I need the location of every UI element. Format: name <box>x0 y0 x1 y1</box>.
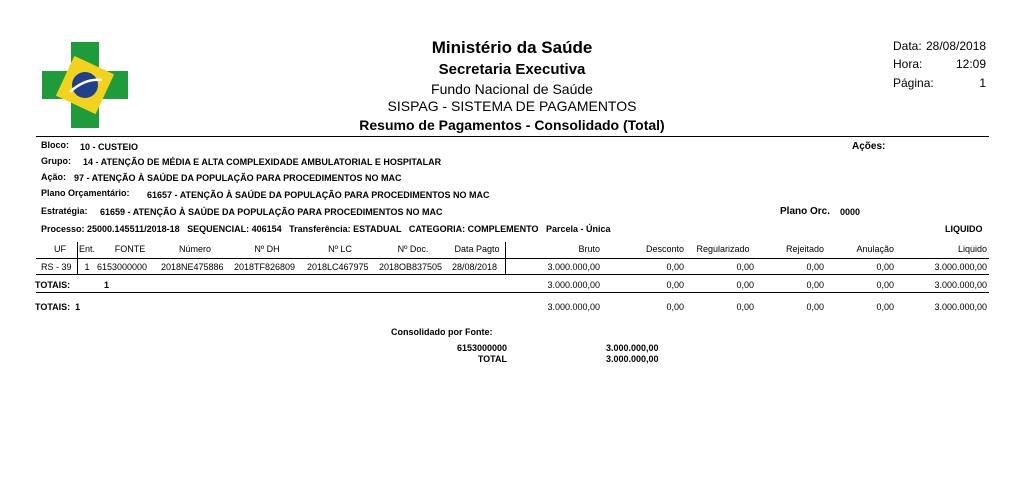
col-bruto: Bruto <box>578 244 600 254</box>
col-separator <box>77 242 78 274</box>
consolidado-fonte-value: 3.000.000,00 <box>606 343 659 353</box>
table-row-divider <box>36 274 989 275</box>
estrategia-value: 61659 - ATENÇÃO À SAÚDE DA POPULAÇÃO PARA PROCEDIMENTOS NO MAC <box>100 207 443 217</box>
cell-data-pagto: 28/08/2018 <box>452 262 498 272</box>
cell-fonte: 6153000000 <box>97 262 148 272</box>
cell-liquido: 3.000.000,00 <box>934 262 987 272</box>
table-header-divider <box>36 258 989 259</box>
processo-line: Processo: 25000.145511/2018-18 SEQUENCIAL: 406154 Transferência: ESTADUAL CATEGORIA: COMPLEMENTO Parcela - Única <box>41 224 611 234</box>
plano-orc-value: 0000 <box>840 207 861 217</box>
cell-ndoc: 2018OB837505 <box>379 262 443 272</box>
col-ndh: Nº DH <box>254 244 280 254</box>
cell-rejeitado: 0,00 <box>806 262 824 272</box>
grupo-label: Grupo: <box>41 156 71 166</box>
acao-value: 97 - ATENÇÃO À SAÚDE DA POPULAÇÃO PARA PROCEDIMENTOS NO MAC <box>74 173 402 183</box>
estrategia-label: Estratégia: <box>41 206 88 216</box>
col-uf: UF <box>54 244 66 254</box>
ministry-title: Ministério da Saúde <box>431 38 593 57</box>
report-title: Resumo de Pagamentos - Consolidado (Total) <box>359 117 665 133</box>
cell-ndh: 2018TF826809 <box>234 262 296 272</box>
totals-rejeitado: 0,00 <box>806 280 824 290</box>
liquido-header-label: LIQUIDO <box>945 224 983 234</box>
cell-nlc: 2018LC467975 <box>307 262 369 272</box>
grand-totals-liquido: 3.000.000,00 <box>934 302 987 312</box>
cell-anulacao: 0,00 <box>876 262 894 272</box>
consolidado-total-label: TOTAL <box>477 354 507 364</box>
grupo-value: 14 - ATENÇÃO DE MÉDIA E ALTA COMPLEXIDADE AMBULATORIAL E HOSPITALAR <box>83 157 442 167</box>
col-numero: Número <box>178 244 211 254</box>
secretariat-title: Secretaria Executiva <box>438 61 586 78</box>
totals-regularizado: 0,00 <box>736 280 754 290</box>
col-separator <box>505 242 506 274</box>
plano-orcamentario-label: Plano Orçamentário: <box>41 188 130 198</box>
grand-totals-desconto: 0,00 <box>666 302 684 312</box>
header-divider <box>36 136 989 137</box>
col-rejeitado: Rejeitado <box>785 244 824 254</box>
col-data-pagto: Data Pagto <box>454 244 500 254</box>
time-label: Hora: <box>893 57 923 71</box>
col-regularizado: Regularizado <box>696 244 750 254</box>
consolidado-total-value: 3.000.000,00 <box>606 354 659 364</box>
totals-count: 1 <box>104 280 110 290</box>
date-label: Data: <box>893 39 922 53</box>
col-fonte: FONTE <box>114 244 146 254</box>
totals-divider <box>36 292 989 293</box>
cell-bruto: 3.000.000,00 <box>547 262 600 272</box>
consolidado-fonte: 6153000000 <box>456 343 507 353</box>
col-anulacao: Anulação <box>856 244 894 254</box>
grand-totals-regularizado: 0,00 <box>736 302 754 312</box>
page-label: Página: <box>893 76 934 90</box>
grand-totals-bruto: 3.000.000,00 <box>547 302 600 312</box>
col-liquido: Liquido <box>957 244 987 254</box>
consolidado-title: Consolidado por Fonte: <box>391 327 493 337</box>
plano-orcamentario-value: 61657 - ATENÇÃO À SAÚDE DA POPULAÇÃO PARA PROCEDIMENTOS NO MAC <box>147 190 490 200</box>
grand-totals-rejeitado: 0,00 <box>806 302 824 312</box>
acao-label: Ação: <box>41 172 67 182</box>
col-desconto: Desconto <box>645 244 684 254</box>
col-ent: Ent. <box>78 244 95 254</box>
totals-label: TOTAIS: <box>35 280 71 290</box>
date-value: 28/08/2018 <box>926 39 987 53</box>
page-value: 1 <box>979 76 986 90</box>
fund-title: Fundo Nacional de Saúde <box>431 81 593 97</box>
grand-totals-label: TOTAIS: 1 <box>35 302 81 312</box>
totals-bruto: 3.000.000,00 <box>547 280 600 290</box>
time-value: 12:09 <box>955 57 986 71</box>
cell-numero: 2018NE475886 <box>161 262 224 272</box>
totals-anulacao: 0,00 <box>876 280 894 290</box>
bloco-label: Bloco: <box>41 140 69 150</box>
cell-desconto: 0,00 <box>666 262 684 272</box>
plano-orc-label: Plano Orc. <box>780 206 831 217</box>
system-title: SISPAG - SISTEMA DE PAGAMENTOS <box>387 98 637 114</box>
cell-ent: 1 <box>84 262 90 272</box>
grand-totals-anulacao: 0,00 <box>876 302 894 312</box>
totals-liquido: 3.000.000,00 <box>934 280 987 290</box>
bloco-value: 10 - CUSTEIO <box>80 142 139 152</box>
cell-regularizado: 0,00 <box>736 262 754 272</box>
acoes-label: Ações: <box>852 141 886 152</box>
totals-desconto: 0,00 <box>666 280 684 290</box>
col-nlc: Nº LC <box>328 244 352 254</box>
col-ndoc: Nº Doc. <box>397 244 429 254</box>
cell-uf: RS - 39 <box>41 262 72 272</box>
